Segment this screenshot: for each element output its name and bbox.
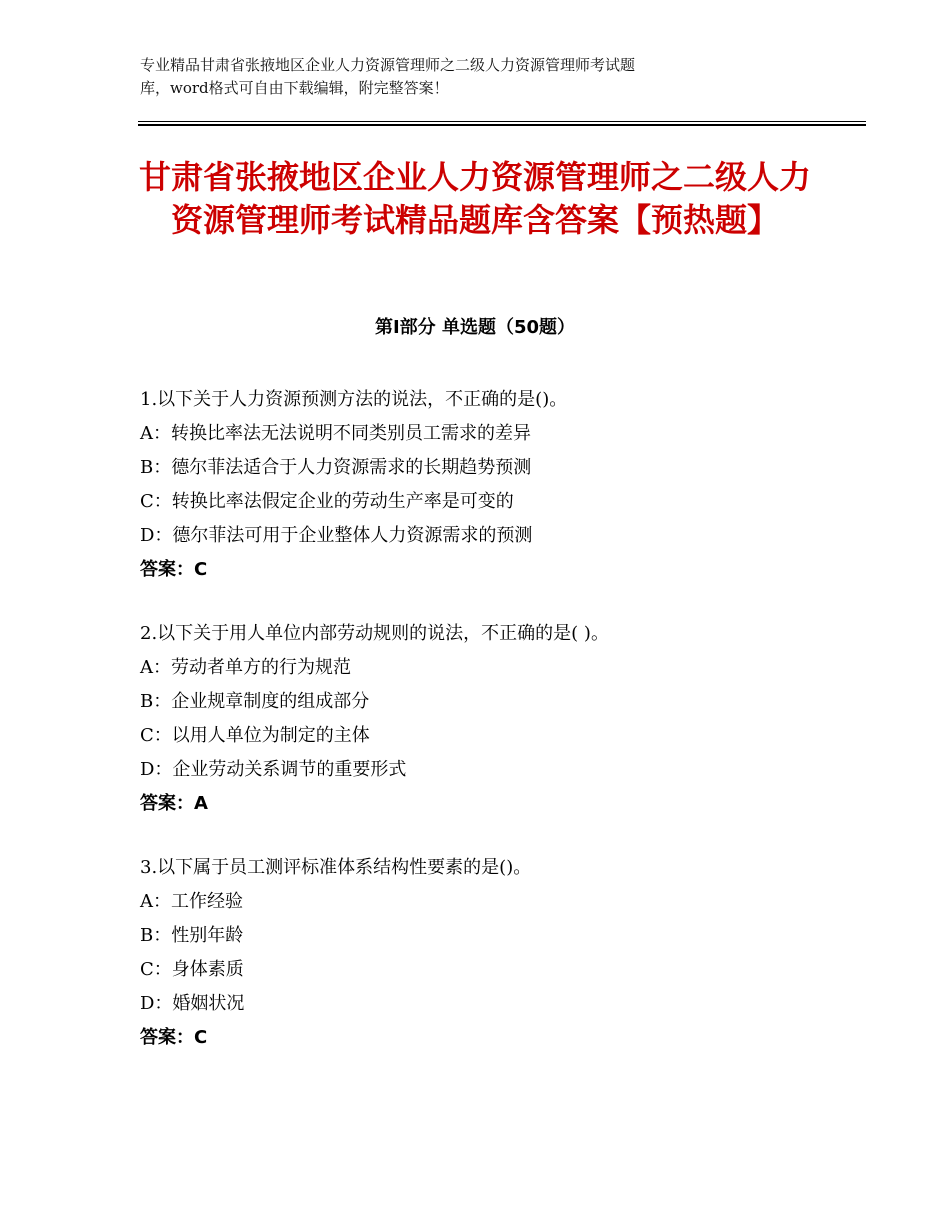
question-answer: 答案：C [140, 559, 208, 580]
option-a: A：劳动者单方的行为规范 [140, 657, 351, 678]
option-c: C：身体素质 [140, 959, 244, 980]
question-answer: 答案：C [140, 1027, 208, 1048]
option-d: D：婚姻状况 [140, 993, 245, 1014]
question-2 [140, 617, 860, 821]
option-c: C：转换比率法假定企业的劳动生产率是可变的 [140, 491, 514, 512]
document-title: 甘肃省张掖地区企业人力资源管理师之二级人力资源管理师考试精品题库含答案【预热题】 [138, 158, 811, 239]
question-list [140, 383, 860, 1055]
header-divider [138, 121, 866, 126]
option-b: B：德尔菲法适合于人力资源需求的长期趋势预测 [140, 457, 532, 478]
option-b: B：企业规章制度的组成部分 [140, 691, 370, 712]
section-heading: 第Ⅰ部分 单选题（50题） [374, 317, 575, 338]
question-3 [140, 851, 860, 1055]
header-note-line-2: 库，word格式可自由下载编辑，附完整答案！ [140, 79, 449, 97]
option-c: C：以用人单位为制定的主体 [140, 725, 370, 746]
question-1 [140, 383, 860, 587]
option-a: A：转换比率法无法说明不同类别员工需求的差异 [140, 423, 531, 444]
question-stem: 2.以下关于用人单位内部劳动规则的说法，不正确的是( )。 [140, 623, 609, 644]
header-note-line-1: 专业精品甘肃省张掖地区企业人力资源管理师之二级人力资源管理师考试题 [140, 56, 636, 74]
option-d: D：德尔菲法可用于企业整体人力资源需求的预测 [140, 525, 533, 546]
option-d: D：企业劳动关系调节的重要形式 [140, 759, 407, 780]
header-note [140, 54, 790, 100]
option-b: B：性别年龄 [140, 925, 244, 946]
question-answer: 答案：A [140, 793, 208, 814]
question-stem: 1.以下关于人力资源预测方法的说法，不正确的是()。 [140, 389, 568, 410]
question-stem: 3.以下属于员工测评标准体系结构性要素的是()。 [140, 857, 532, 878]
option-a: A：工作经验 [140, 891, 243, 912]
